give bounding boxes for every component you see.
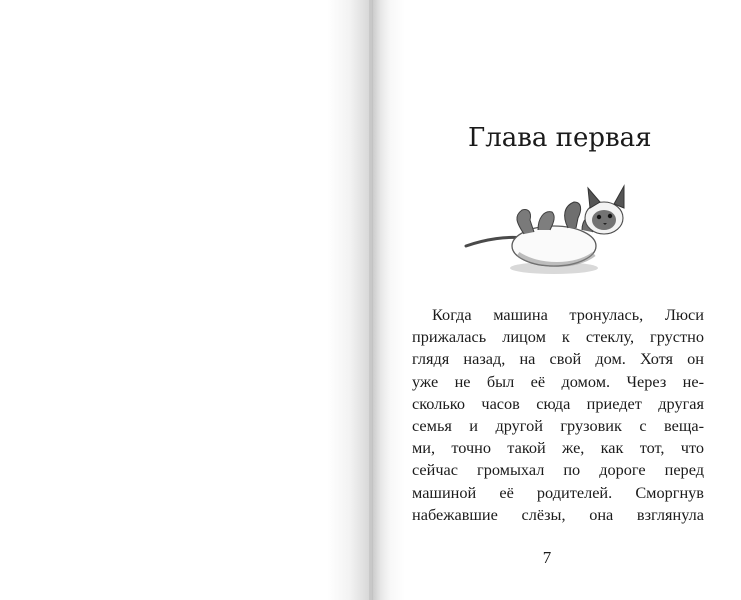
page-number: 7 — [542, 548, 552, 567]
text-line: Когда машина тронулась, Люси — [432, 305, 704, 324]
text-line: уже не был её домом. Через не- — [412, 371, 704, 391]
text-line: глядя назад, на свой дом. Хотя он — [412, 349, 704, 369]
page-gutter — [369, 0, 373, 600]
text-line: ми, точно такой же, как тот, что — [412, 438, 704, 458]
chapter-title: Глава первая — [468, 123, 652, 153]
text-line: набежавшие слёзы, она взглянула — [412, 504, 704, 524]
text-line: сейчас громыхал по дороге перед — [412, 460, 704, 480]
text-line: сколько часов сюда приедет другая — [412, 393, 704, 413]
kitten-illustration — [458, 176, 638, 286]
text-line: машиной её родителей. Сморгнув — [412, 482, 704, 502]
chapter-text — [412, 304, 704, 526]
text-line: семья и другой грузовик с веща- — [412, 416, 704, 436]
text-line: прижалась лицом к стеклу, грустно — [412, 327, 704, 347]
